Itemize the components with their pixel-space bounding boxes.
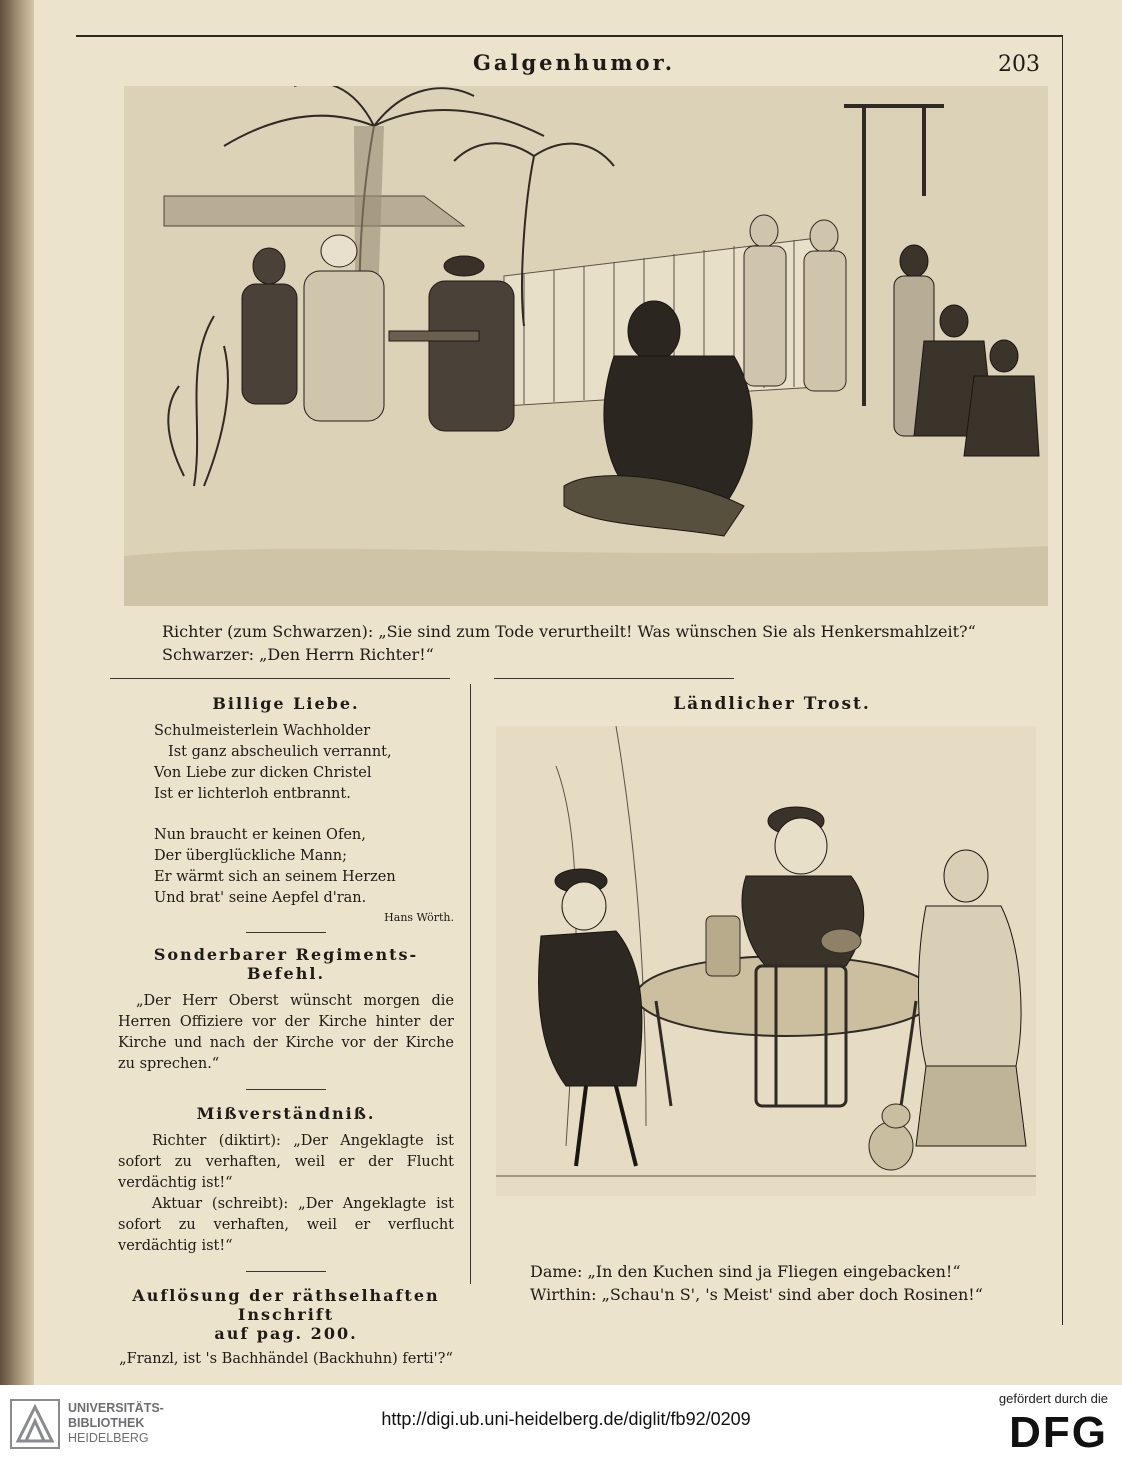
dfg-logo: DFG (1009, 1408, 1108, 1457)
divider-top (110, 678, 450, 679)
book-spine (0, 0, 36, 1385)
top-caption (162, 620, 976, 666)
funded-by-label: gefördert durch die (998, 1391, 1108, 1406)
text-regiments-befehl: „Der Herr Oberst wünscht morgen die Herren Offiziere vor der Kirche hinter der Kirche und nach der Kirche vor der Kirche zu sprechen.“ (118, 993, 454, 1072)
poem-line: Ist er lichterloh entbrannt. (154, 786, 351, 802)
poem-line: Von Liebe zur dicken Christel (154, 765, 372, 781)
column-divider (470, 684, 471, 1284)
author: Hans Wörth. (384, 911, 454, 924)
poem-line: Schulmeisterlein Wachholder (154, 723, 371, 739)
poem-line: Der überglückliche Mann; (154, 848, 348, 864)
title-aufloesung-1: Auflösung der räthselhaften Inschrift (132, 1286, 440, 1324)
page-number: 203 (998, 52, 1040, 77)
page-title: Galgenhumor. (472, 50, 676, 75)
illustration-galgenhumor (124, 86, 1048, 606)
divider (246, 932, 326, 933)
text-aufloesung: „Franzl, ist 's Bachhändel (Backhuhn) ferti'?“ (119, 1351, 453, 1367)
university-name-line-2: BIBLIOTHEK (68, 1416, 145, 1430)
university-name-line-3: HEIDELBERG (68, 1431, 149, 1445)
title-regiments-befehl: Sonderbarer Regiments-Befehl. (153, 945, 419, 983)
university-name-line-1: UNIVERSITÄTS- (68, 1401, 164, 1415)
poem-line: Ist ganz abscheulich verrannt, (168, 744, 392, 760)
poem-line: Und brat' seine Aepfel d'ran. (154, 890, 367, 906)
poem-line: Er wärmt sich an seinem Herzen (154, 869, 396, 885)
divider (246, 1271, 326, 1272)
engraving-courtroom-scene (124, 86, 1048, 606)
top-caption-line-1: Richter (zum Schwarzen): „Sie sind zum Tode verurtheilt! Was wünschen Sie als Henkersmahlzeit?“ (162, 622, 976, 641)
text-missverstaendniss-2: Aktuar (schreibt): „Der Angeklagte ist sofort zu verhaften, weil er verflucht verdächtig ist!“ (118, 1196, 454, 1254)
left-column (118, 694, 454, 1370)
scanned-page (34, 0, 1122, 1385)
divider-top-right (494, 678, 734, 679)
illustration-laendlicher-trost (496, 726, 1036, 1196)
right-caption-line-1: Dame: „In den Kuchen sind ja Fliegen eingebacken!“ (530, 1262, 961, 1281)
engraving-tavern-scene (496, 726, 1036, 1196)
right-column (486, 694, 1058, 714)
university-name (68, 1401, 164, 1446)
poem-line: Nun braucht er keinen Ofen, (154, 827, 366, 843)
university-seal-icon (10, 1399, 60, 1449)
right-caption (530, 1260, 983, 1306)
title-aufloesung-2: auf pag. 200. (214, 1324, 358, 1343)
right-caption-line-2: Wirthin: „Schau'n S', 's Meist' sind aber doch Rosinen!“ (530, 1285, 983, 1304)
footer-bar (0, 1385, 1122, 1462)
title-billige-liebe: Billige Liebe. (212, 694, 360, 713)
title-missverstaendniss: Mißverständniß. (196, 1104, 376, 1123)
top-caption-line-2: Schwarzer: „Den Herrn Richter!“ (162, 645, 434, 664)
divider (246, 1089, 326, 1090)
source-url[interactable]: http://digi.ub.uni-heidelberg.de/diglit/fb92/0209 (381, 1409, 751, 1429)
text-missverstaendniss-1: Richter (diktirt): „Der Angeklagte ist sofort zu verhaften, weil er der Flucht verdächtig ist!“ (118, 1133, 454, 1191)
poem-billige-liebe (154, 721, 454, 909)
title-laendlicher-trost: Ländlicher Trost. (673, 694, 871, 714)
